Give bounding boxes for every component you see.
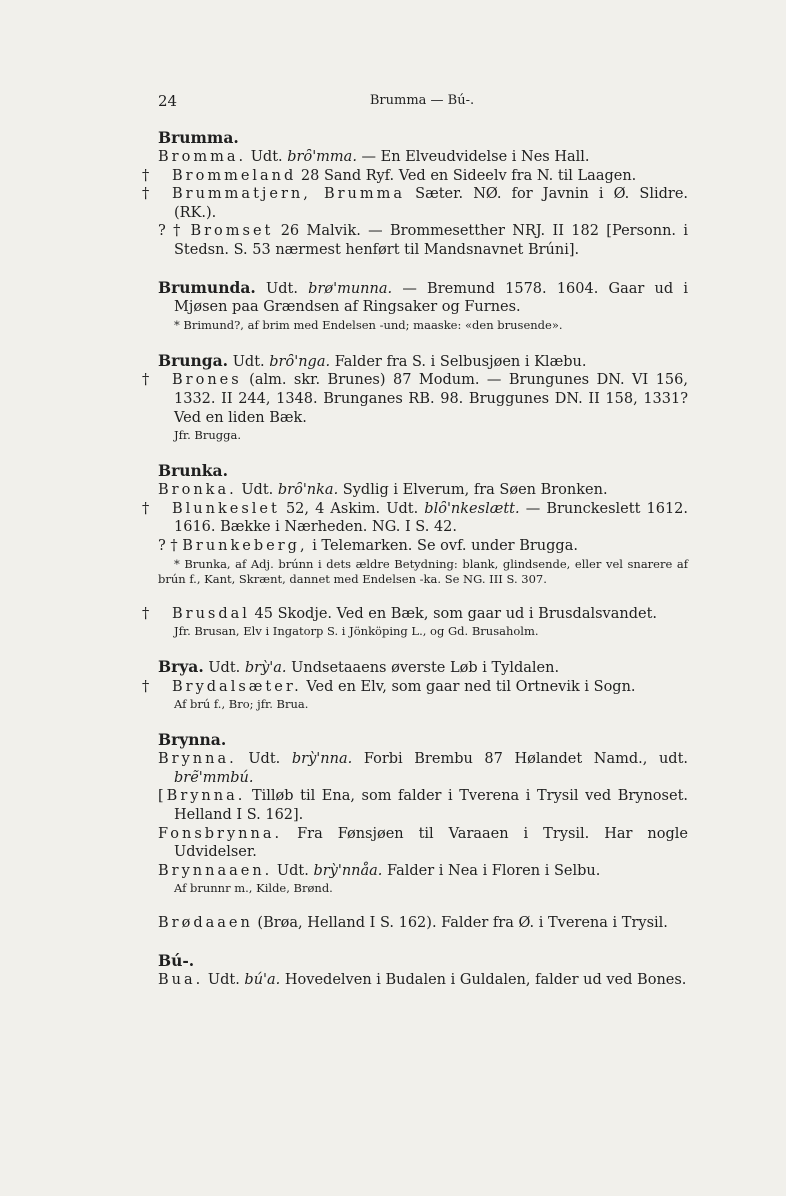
dagger-mark: ? † (158, 537, 178, 554)
text: Falder i Nea i Floren i Selbu. (387, 862, 601, 879)
place-name: Brydalsæter. (172, 678, 302, 695)
place-name: Brommeland (172, 167, 297, 184)
text: Udt. (232, 353, 265, 370)
text: (Brøa, Helland I S. 162). Falder fra Ø. i Tverena i Trysil. (257, 915, 668, 932)
pronunciation: brø'munna. (308, 280, 393, 297)
text: Fra Fønsjøen til Varaaen i Trysil. Har nogle Udvidelser. (174, 825, 688, 861)
entry-line (158, 351, 688, 372)
entry-brya (142, 657, 688, 712)
entry-line (142, 500, 689, 537)
etymology-note: Af brunnr m., Kilde, Brønd. (174, 881, 333, 896)
pronunciation: brȏ'nga. (269, 353, 331, 370)
running-title: Brumma — Bú-. (369, 93, 475, 108)
etymology-note: Af brú f., Bro; jfr. Brua. (174, 697, 309, 712)
entry-brynna (158, 730, 688, 896)
dagger-mark: ? † (158, 223, 184, 240)
text: Sydlig i Elverum, fra Søen Bronken. (342, 482, 608, 499)
dagger-mark: † (142, 605, 150, 622)
text: Falder fra S. i Selbusjøen i Klæbu. (334, 353, 587, 370)
text: (alm. skr. Brunes) 87 Modum. — Brungunes DN. VI 156, 1332. II 244, 1348. Brunganes RB. 98. Bruggunes DN. II 158, 1331? Ved en liden Bæk. (174, 372, 688, 426)
text: Udt. (207, 972, 240, 989)
text: Forbi Brembu 87 Hølandet Namd., udt. (363, 751, 689, 768)
text: Udt. (241, 482, 274, 499)
place-name: Blunkeslet (172, 500, 280, 517)
text: — En Elveudvidelse i Nes Hall. (361, 149, 590, 165)
pronunciation: brỳ'nnåa. (313, 862, 383, 879)
entry-brumma (142, 128, 689, 260)
entry-line (158, 481, 688, 500)
running-header (158, 92, 686, 114)
place-name: Bromset (190, 223, 274, 240)
text: 45 Skodje. Ved en Bæk, som gaar ud i Brusdalsvandet. (254, 605, 658, 622)
entry-line (158, 537, 688, 556)
text: 52, 4 Askim. Udt. (285, 500, 419, 517)
entry-line (142, 605, 688, 624)
entry-brusdal (142, 605, 688, 640)
entry-line (158, 222, 688, 259)
text: — Brunckeslett 1612. 1616. Bække i Nærheden. NG. I S. 42. (174, 500, 689, 536)
pronunciation: brỳ'nna. (291, 751, 353, 768)
entry-line (158, 278, 688, 317)
text: Udt. (265, 280, 298, 297)
text: Undsetaaens øverste Løb i Tyldalen. (291, 660, 560, 677)
entry-bu (158, 951, 688, 990)
text: Ved en Elv, som gaar ned til Ortnevik i Sogn. (306, 678, 636, 695)
entry-line (158, 148, 688, 167)
pronunciation: brȏ'mma. (287, 149, 357, 165)
entry-heading: Brya. (158, 657, 204, 677)
place-name: Brummatjern, Brumma (172, 186, 406, 203)
dagger-mark: † (142, 186, 150, 203)
dagger-mark: † (142, 372, 150, 389)
text: Udt. (248, 751, 281, 768)
entry-line (142, 371, 688, 427)
place-name: Fonsbrynna. (158, 825, 283, 842)
entry-brodaaen (158, 914, 688, 933)
dagger-mark: † (142, 500, 150, 517)
text: Udt. (250, 149, 283, 165)
text: Sæter. NØ. for Javnin i Ø. Slidre. (RK.). (174, 186, 689, 221)
place-name: Bronka. (158, 482, 237, 499)
text: 26 Malvik. — Brommesetther NRJ. II 182 [Personn. i Stedsn. S. 53 nærmest henført til Mandsnavnet Brúni]. (174, 223, 689, 258)
entry-line (158, 657, 688, 678)
entry-heading: Brunka. (158, 461, 228, 481)
text: — Bremund 1578. 1604. Gaar ud i Mjøsen paa Grændsen af Ringsaker og Furnes. (174, 280, 689, 316)
pronunciation: brȏ'nka. (277, 482, 339, 499)
place-name: Brones (172, 372, 242, 389)
pronunciation: blȏ'nkeslætt. (424, 500, 520, 517)
page-number: 24 (158, 92, 178, 110)
cross-reference-note: Jfr. Brusan, Elv i Ingatorp S. i Jönköping L., og Gd. Brusaholm. (174, 624, 539, 639)
place-name: Brynnaaen. (158, 862, 273, 879)
dictionary-content (142, 128, 689, 990)
entry-heading: Brumma. (158, 128, 239, 147)
cross-reference-note: Jfr. Brugga. (174, 428, 242, 443)
text: Hovedelven i Budalen i Guldalen, falder ud ved Bones. (284, 972, 687, 989)
entry-line (158, 787, 688, 824)
entry-heading: Brynna. (158, 730, 227, 750)
dagger-mark: † (142, 167, 150, 184)
entry-line (158, 971, 688, 990)
entry-line (158, 862, 688, 881)
pronunciation: brẽ'mmbú. (174, 769, 254, 786)
text: i Telemarken. Se ovf. under Brugga. (312, 537, 578, 554)
entry-brumunda (158, 278, 688, 333)
place-name: Brusdal (172, 605, 250, 622)
entry-line (158, 825, 688, 862)
entry-heading: Brunga. (158, 350, 229, 370)
text: 28 Sand Ryf. Ved en Sideelv fra N. til Laagen. (300, 167, 637, 184)
place-name: Bromma. (158, 149, 247, 165)
entry-line (158, 750, 688, 787)
entry-brunka (142, 461, 689, 586)
etymology-note: * Brimund?, af brim med Endelsen -und; maaske: «den brusende». (174, 317, 563, 332)
place-name: Bua. (158, 972, 204, 989)
place-name: Brynna. (158, 751, 237, 768)
text: Udt. (276, 862, 309, 879)
etymology-note: * Brunka, af Adj. brúnn i dets ældre Betydning: blank, glindsende, eller vel snarere af brún f., Kant, Skrænt, dannet med Endelsen -ka. Se NG. III S. 307. (158, 556, 688, 586)
place-name: Brødaaen (158, 915, 253, 932)
entry-line (158, 914, 688, 933)
text: Udt. (208, 660, 241, 677)
text: Tilløb til Ena, som falder i Tverena i Trysil ved Brynoset. Helland I S. 162]. (174, 788, 688, 824)
entry-line (142, 167, 688, 186)
entry-heading: Brumunda. (158, 277, 256, 297)
entry-heading: Bú-. (158, 951, 195, 971)
dagger-mark: † (142, 678, 150, 695)
entry-brunga (142, 350, 688, 443)
pronunciation: bú'a. (244, 972, 281, 989)
entry-line (142, 185, 689, 222)
pronunciation: brỳ'a. (244, 660, 287, 677)
place-name: [Brynna. (158, 788, 246, 805)
place-name: Brunkeberg, (182, 537, 308, 554)
entry-line (142, 678, 688, 697)
